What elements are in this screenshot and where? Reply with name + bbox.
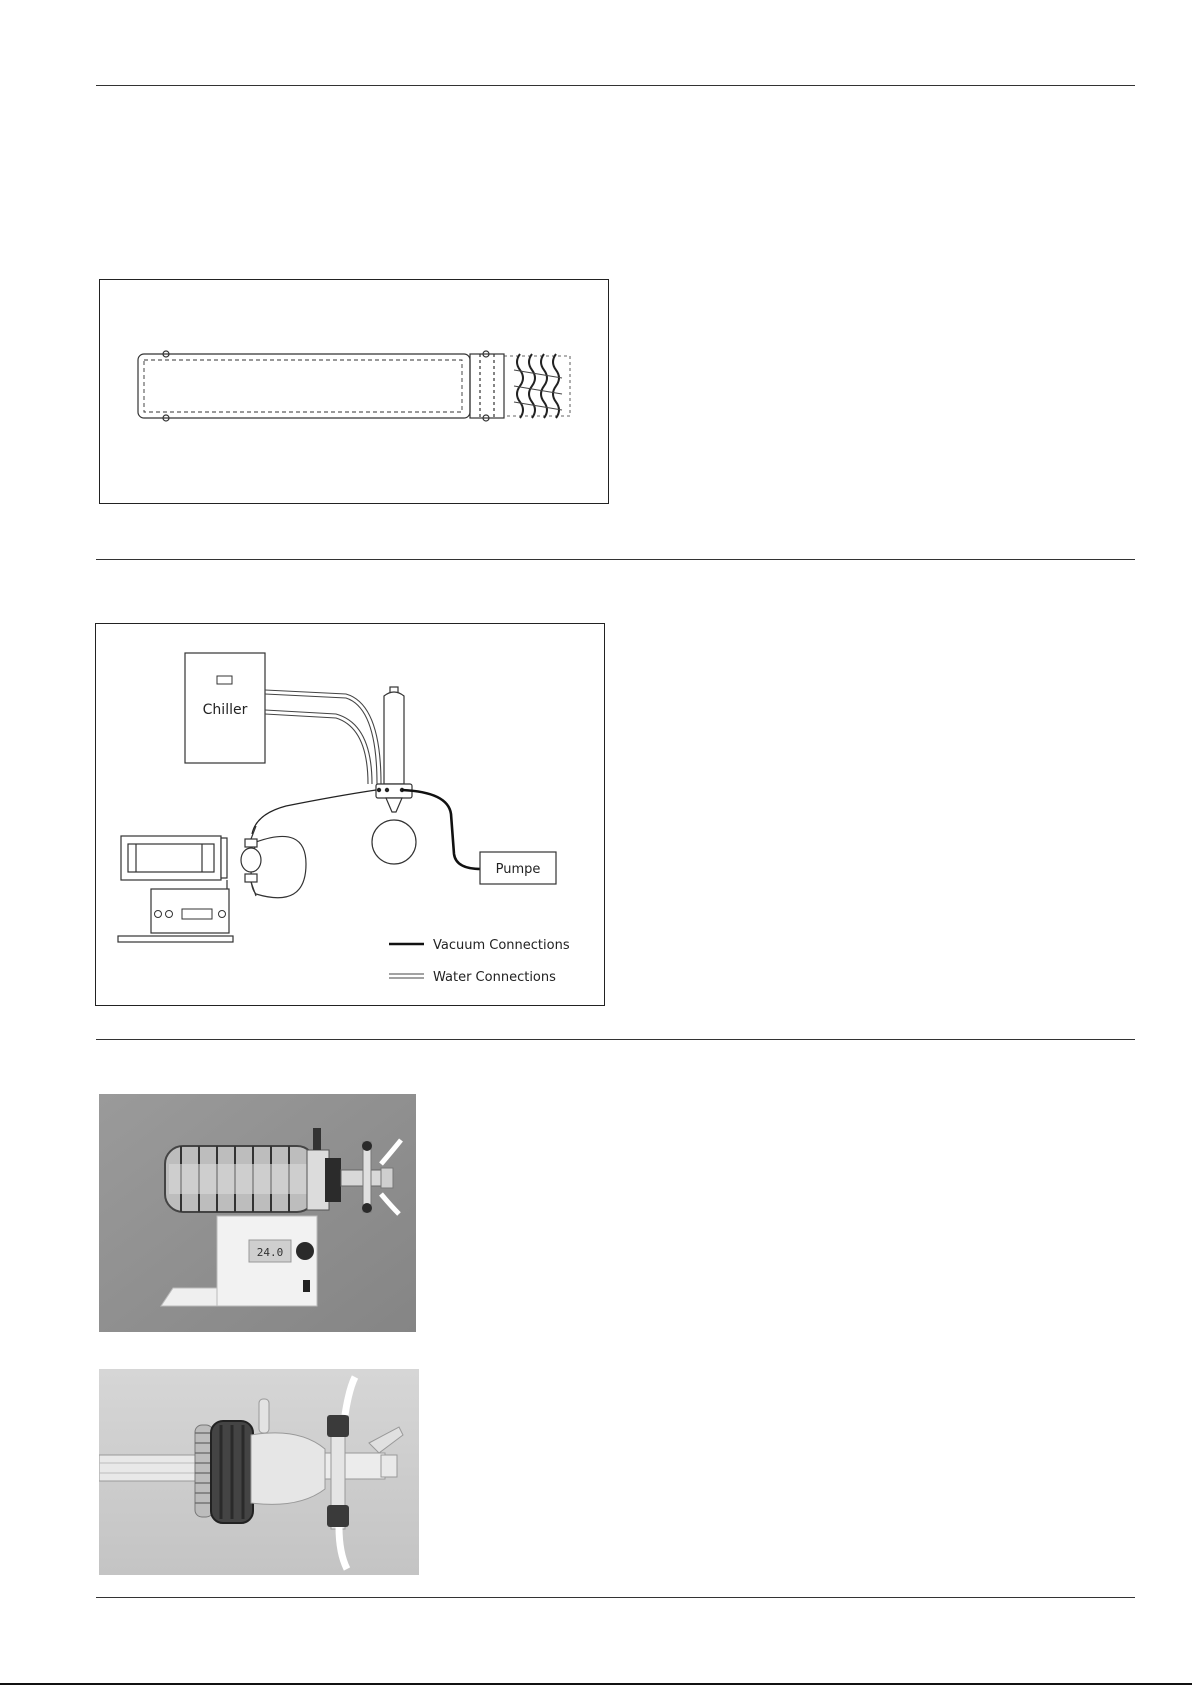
connection-diagram [96, 624, 604, 1005]
page-rule-top [96, 85, 1135, 86]
water-legend-label: Water Connections [433, 970, 556, 985]
chiller-label: Chiller [202, 702, 248, 718]
fitting-photo [99, 1369, 419, 1575]
connection-diagram-figure [95, 623, 605, 1006]
vacuum-legend-label: Vacuum Connections [433, 938, 570, 953]
tube-drawing-figure [99, 279, 609, 504]
vacuum-line [402, 790, 481, 869]
tube-drawing [100, 280, 608, 503]
device-photo [99, 1094, 416, 1332]
device-display: 24.0 [256, 1246, 284, 1259]
pump-label: Pumpe [495, 862, 541, 877]
section-divider-1 [96, 559, 1135, 560]
section-divider-2 [96, 1039, 1135, 1040]
page-rule-bottom [96, 1597, 1135, 1598]
